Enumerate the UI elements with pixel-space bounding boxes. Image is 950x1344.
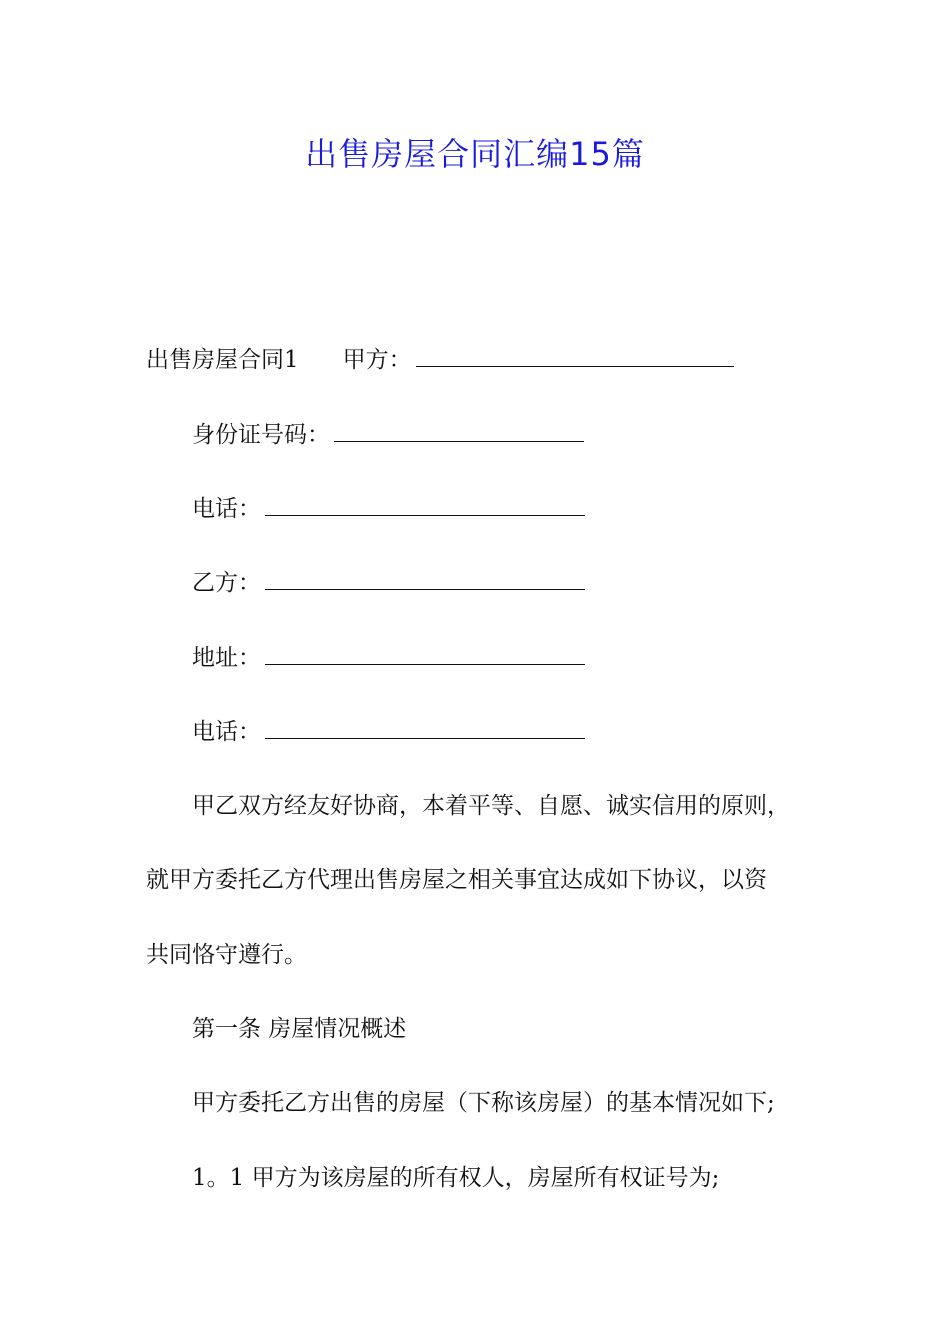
- article-1-heading: 第一条 房屋情况概述: [192, 1016, 407, 1042]
- party-a-blank: [416, 346, 734, 367]
- paragraph-1-line-3: 共同恪守遵行。: [146, 942, 307, 968]
- id-number-blank: [334, 421, 584, 442]
- phone-label-2: 电话：: [192, 719, 261, 745]
- paragraph-1-line-2: 就甲方委托乙方代理出售房屋之相关事宜达成如下协议，以资: [146, 867, 767, 893]
- contract-heading: 出售房屋合同1: [146, 347, 299, 373]
- address-line: [192, 642, 585, 674]
- address-label: 地址：: [192, 645, 261, 671]
- contract-heading-line: [146, 344, 734, 376]
- phone-line-1: [192, 493, 585, 525]
- party-b-blank: [265, 569, 585, 590]
- phone-label-1: 电话：: [192, 496, 261, 522]
- party-b-label: 乙方：: [192, 570, 261, 596]
- article-1-intro: 甲方委托乙方出售的房屋（下称该房屋）的基本情况如下;: [192, 1090, 775, 1116]
- phone-blank-2: [265, 718, 585, 739]
- party-a-label: 甲方：: [342, 347, 412, 373]
- id-number-label: 身份证号码：: [192, 422, 330, 448]
- paragraph-1-line-1: 甲乙双方经友好协商，本着平等、自愿、诚实信用的原则，: [192, 793, 790, 819]
- phone-blank-1: [265, 495, 585, 516]
- clause-1-1: 1。1 甲方为该房屋的所有权人，房屋所有权证号为;: [192, 1165, 720, 1191]
- address-blank: [265, 644, 585, 665]
- party-b-line: [192, 567, 585, 599]
- id-number-line: [192, 419, 584, 451]
- phone-line-2: [192, 716, 585, 748]
- document-title: 出售房屋合同汇编15篇: [305, 135, 645, 173]
